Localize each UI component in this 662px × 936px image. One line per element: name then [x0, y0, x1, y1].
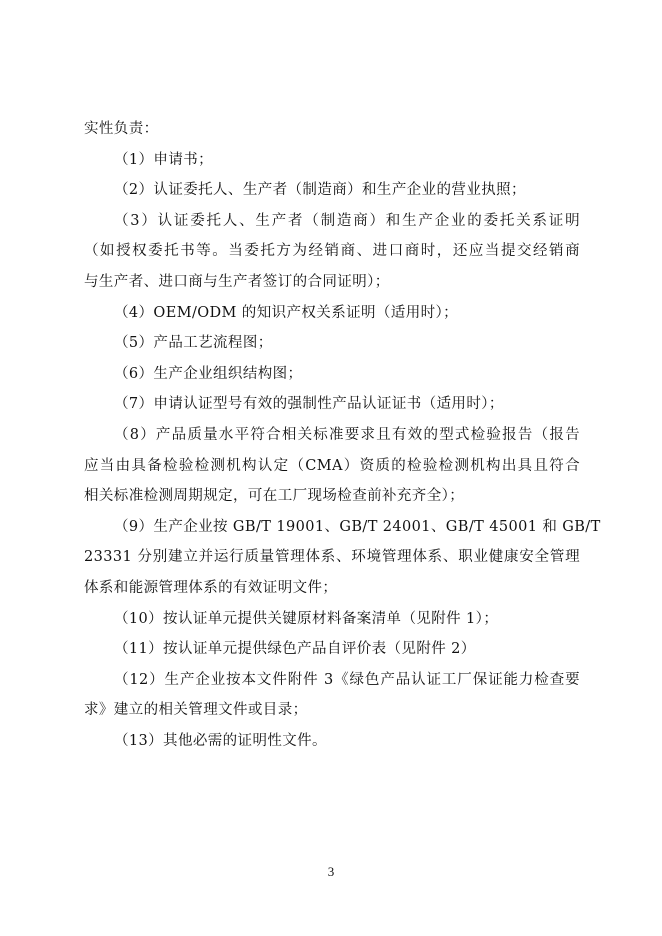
list-item-line: （12）生产企业按本文件附件 3《绿色产品认证工厂保证能力检查要: [114, 671, 580, 688]
list-item-line: （6）生产企业组织结构图；: [114, 365, 303, 382]
list-item-line: （1）申请书；: [114, 151, 214, 168]
list-item-7: [84, 389, 580, 420]
list-item-line: （11）按认证单元提供绿色产品自评价表（见附件 2）: [114, 641, 476, 658]
list-item-5: [84, 328, 580, 359]
list-item-line: （3）认证委托人、生产者（制造商）和生产企业的委托关系证明: [114, 212, 580, 229]
page-number: 3: [327, 864, 335, 879]
list-item-11: [84, 634, 580, 665]
document-body: [84, 114, 601, 756]
list-item-2: [84, 175, 580, 206]
list-item-line: （8）产品质量水平符合相关标准要求且有效的型式检验报告（报告: [114, 426, 580, 443]
list-item-6: [84, 359, 580, 390]
list-item-line: （7）申请认证型号有效的强制性产品认证证书（适用时）；: [114, 396, 504, 413]
list-item-line: （4）OEM/ODM 的知识产权关系证明（适用时）；: [114, 304, 459, 321]
list-item-line: （5）产品工艺流程图；: [114, 335, 273, 352]
list-item-line: 相关标准检测周期规定，可在工厂现场检查前补充齐全）；: [84, 488, 465, 505]
list-item-line: 与生产者、进口商与生产者签订的合同证明）；: [84, 273, 390, 290]
list-item-4: [84, 298, 580, 329]
list-item-3: [84, 206, 580, 298]
list-item-1: [84, 145, 580, 176]
list-item-line: （2）认证委托人、生产者（制造商）和生产企业的营业执照；: [114, 182, 526, 199]
list-item-line: 应当由具备检验检测机构认定（CMA）资质的检验检测机构出具且符合: [84, 457, 580, 474]
list-item-12: [84, 665, 580, 726]
list-item-line: （如授权委托书等。当委托方为经销商、进口商时，还应当提交经销商: [84, 243, 580, 260]
list-item-line: 求》建立的相关管理文件或目录；: [84, 702, 308, 719]
list-item-line: （9）生产企业按 GB/T 19001、GB/T 24001、GB/T 45001 和 GB/T: [114, 518, 601, 535]
list-item-line: （13）其他必需的证明性文件。: [114, 732, 327, 749]
list-item-10: [84, 604, 580, 635]
list-item-9: [84, 512, 601, 604]
intro-paragraph: 实性负责：: [84, 121, 159, 137]
list-item-13: [84, 726, 580, 757]
list-item-8: [84, 420, 580, 512]
list-item-line: 23331 分别建立并运行质量管理体系、环境管理体系、职业健康安全管理: [84, 549, 580, 566]
list-item-line: 体系和能源管理体系的有效证明文件；: [84, 579, 338, 596]
list-item-line: （10）按认证单元提供关键原材料备案清单（见附件 1）；: [114, 610, 499, 627]
